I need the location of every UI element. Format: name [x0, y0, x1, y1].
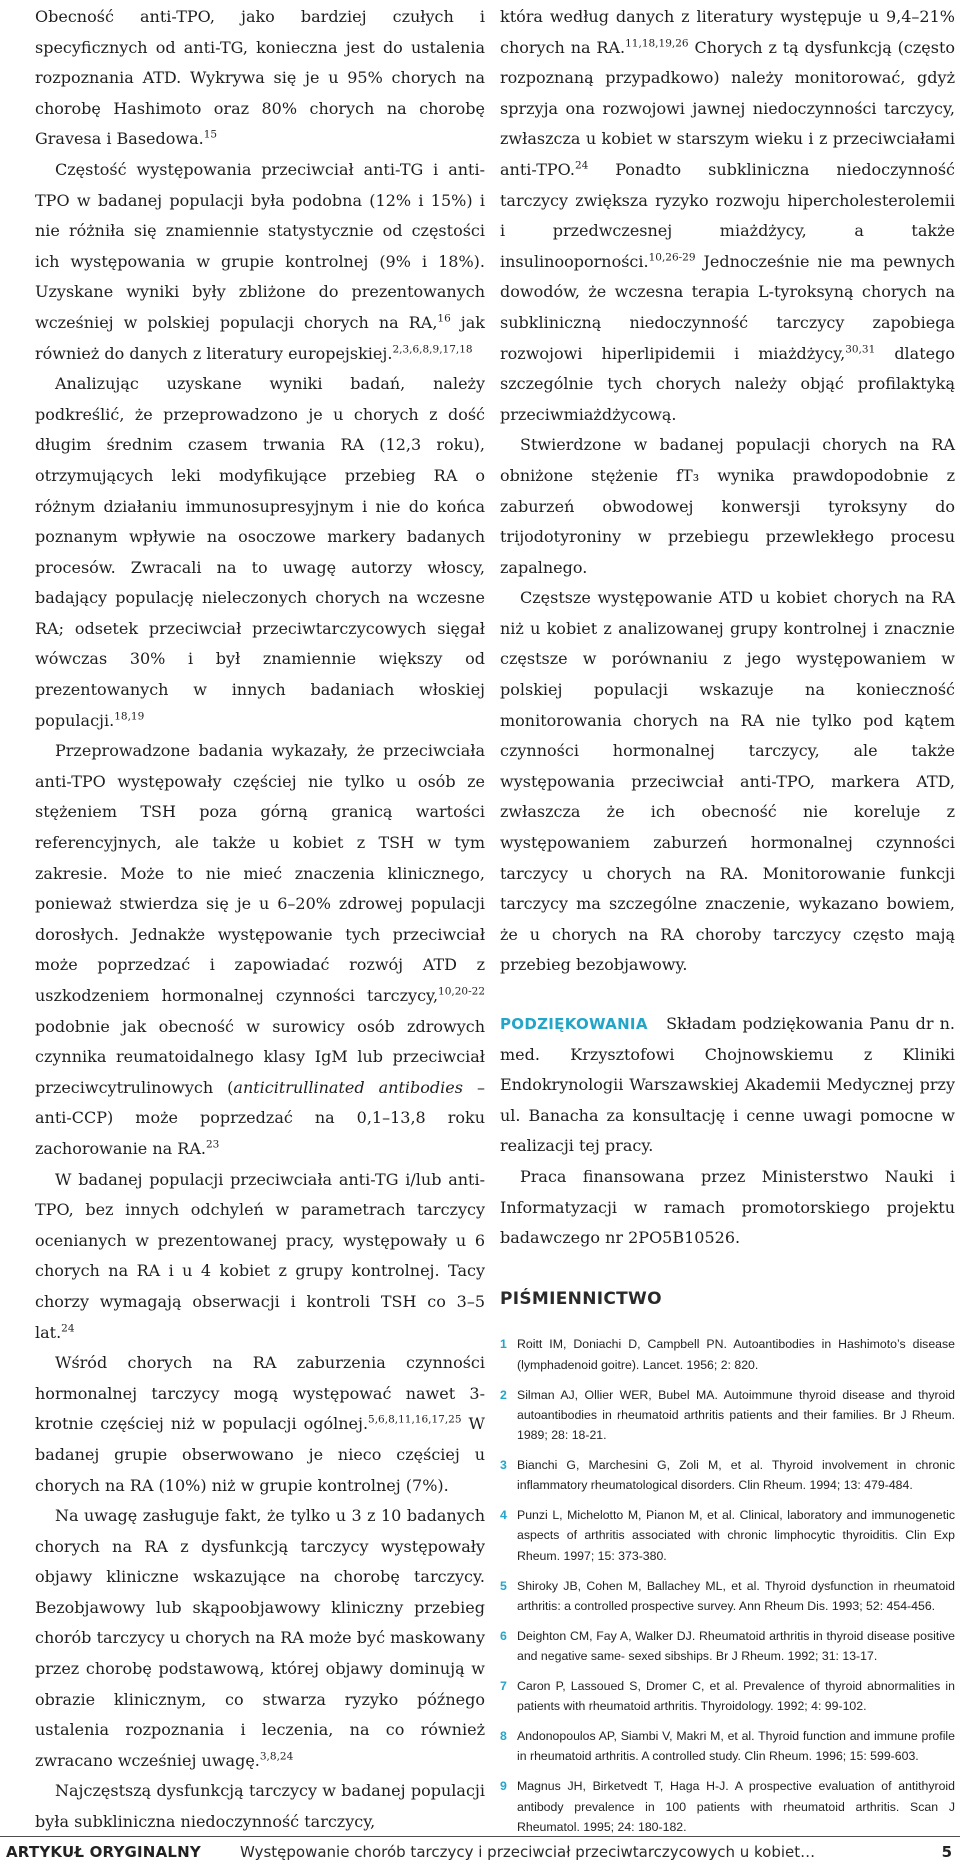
funding-paragraph [500, 1162, 955, 1254]
citation: 23 [205, 1138, 220, 1151]
reference-number: 4 [500, 1508, 507, 1523]
paragraph-text: Przeprowadzone badania wykazały, że przeciwciała anti-TPO występowały częściej nie tylko u osób ze stężeniem TSH poza górną granicą wartości referencyjnych, ale także u kobiet z TSH w tym zakresie. Może to nie mieć znaczenia klinicznego, ponieważ stwierdza się je u 6–20% zdrowej populacji dorosłych. Jednakże występowanie tych przeciwciał może poprzedzać i zapowiadać rozwój ATD z uszkodzeniem hormonalnej czynności tarczycy, [35, 741, 485, 1005]
reference-item [500, 1455, 955, 1495]
paragraph [35, 1165, 485, 1349]
reference-number: 8 [500, 1729, 507, 1744]
paragraph [500, 2, 955, 430]
paragraph-text: Ponadto subkliniczna niedoczynność tarczycy zwiększa ryzyko rozwoju hipercholesterolemii i przedwczesnej miażdżycy, a także insulinooporności. [500, 159, 955, 271]
paragraph [35, 369, 485, 736]
paragraph-text: Na uwagę zasługuje fakt, że tylko u 3 z 10 badanych chorych na RA z dysfunkcją tarczycy występowały objawy kliniczne wskazujące na chorobę tarczycy. Bezobjawowy lub skąpoobjawowy kliniczny przebieg chorób tarczycy u chorych na RA może być maskowany przez chorobę podstawową, której objawy dominują w obrazie klinicznym, co stwarza ryzyko późnego ustalenia rozpoznania i leczenia, na co również zwracano wcześniej uwagę. [35, 1506, 485, 1770]
reference-item [500, 1576, 955, 1616]
article-type-label: ARTYKUŁ ORYGINALNY [6, 1843, 201, 1861]
reference-number: 7 [500, 1678, 507, 1693]
paragraph-text: Chorych z tą dysfunkcją (często rozpoznaną przypadkowo) należy monitorować, gdyż sprzyja ona rozwojowi jawnej niedoczynności tarczycy, zwłaszcza u kobiet w starszym wieku i z przeciwciałami anti-TPO. [500, 37, 956, 179]
paragraph-text: Jednocześnie nie ma pewnych dowodów, że wczesna terapia L-tyroksyną chorych na subkliniczną niedoczynność tarczycy zapobiega rozwojowi hiperlipidemii i miażdżycy, [500, 251, 955, 363]
references-list [500, 1334, 955, 1837]
paragraph-text: – anti-CCP) może poprzedzać na 0,1–13,8 roku zachorowanie na RA. [35, 1077, 485, 1158]
reference-item [500, 1334, 955, 1374]
references-heading: PIŚMIENNICTWO [500, 1288, 662, 1309]
reference-item [500, 1776, 955, 1837]
reference-number: 1 [500, 1337, 507, 1352]
reference-text: Punzi L, Michelotto M, Pianon M, et al. Clinical, laboratory and immunogenetic aspects of arthritis associated with chronic limphocytic thyroiditis. Clin Exp Rheum. 1997; 15: 373-380. [517, 1508, 955, 1563]
paragraph-text: Wśród chorych na RA zaburzenia czynności hormonalnej tarczycy mogą występować nawet 3-krotnie częściej niż w populacji ogólnej. [35, 1353, 485, 1434]
paragraph-text: W badanej populacji przeciwciała anti-TG i/lub anti-TPO, bez innych odchyleń w parametrach tarczycy ocenianych w prezentowanej pracy, występowały u 6 chorych na RA i u 4 kobiet z grupy kontrolnej. Tacy chorzy wymagają obserwacji i kontroli TSH co 3–5 lat. [35, 1169, 485, 1342]
citation: 24 [574, 159, 589, 172]
reference-item [500, 1505, 955, 1566]
reference-text: Andonopoulos AP, Siambi V, Makri M, et al. Thyroid function and immune profile in rheumatoid arthritis. A controlled study. Clin Rheum. 1996; 15: 599-603. [517, 1729, 955, 1764]
reference-text: Magnus JH, Birketvedt T, Haga H-J. A prospective evaluation of antithyroid antibody prevalence in 100 patients with rheumatoid arthritis. Scan J Rheumatol. 1995; 24: 180-182. [517, 1779, 955, 1834]
acknowledgements-paragraph [500, 1009, 955, 1162]
page-number: 5 [941, 1843, 952, 1861]
reference-number: 9 [500, 1779, 507, 1794]
running-title: Występowanie chorób tarczycy i przeciwciał przeciwtarczycowych u kobiet… [240, 1843, 816, 1861]
italic-term: anticitrullinated antibodies [233, 1077, 463, 1097]
reference-number: 5 [500, 1578, 507, 1593]
citation: 2,3,6,8,9,17,18 [392, 343, 473, 356]
reference-text: Shiroky JB, Cohen M, Ballachey ML, et al. Thyroid dysfunction in rheumatoid arthritis: a controlled prospective survey. Ann Rheum Dis. 1993; 52: 454-456. [517, 1578, 955, 1613]
reference-number: 3 [500, 1457, 507, 1472]
right-column [500, 2, 955, 1847]
paragraph [35, 1776, 485, 1837]
paragraph-text: Analizując uzyskane wyniki badań, należy podkreślić, że przeprowadzono je u chorych z dość długim średnim czasem trwania RA (12,3 roku), otrzymujących leki modyfikujące przebieg RA o różnym działaniu immunosupresyjnym i nie do końca poznanym wpływie na osoczowe markery badanych procesów. Zwracali na to uwagę autorzy włoscy, badający populację nieleczonych chorych na wczesne RA; odsetek przeciwciał przeciwtarczycowych sięgał wówczas 30% i był znamiennie większy od prezentowanych w innych badaniach włoskiej populacji. [35, 374, 485, 730]
paragraph-text: dlatego szczególnie tych chorych należy objąć profilaktyką przeciwmiażdżycową. [500, 343, 955, 424]
paragraph-text: Najczęstszą dysfunkcją tarczycy w badanej populacji była subkliniczna niedoczynność tarczycy, [35, 1781, 485, 1832]
reference-text: Bianchi G, Marchesini G, Zoli M, et al. Thyroid involvement in chronic inflammatory rheumatological disorders. Clin Rheum. 1994; 13: 479-484. [517, 1457, 955, 1493]
reference-item [500, 1385, 955, 1446]
reference-item [500, 1726, 955, 1766]
paragraph [35, 736, 485, 1164]
paragraph-text: podobnie jak obecność w surowicy osób zdrowych czynnika reumatoidalnego klasy IgM lub przeciwciał przeciwcytrulinowych ( [35, 1016, 485, 1097]
paragraph-text: która według danych z literatury występuje u 9,4–21% chorych na RA. [500, 7, 955, 57]
citation: 5,6,8,11,16,17,25 [368, 1413, 462, 1426]
citation: 10,20-22 [438, 985, 485, 998]
citation: 18,19 [114, 710, 145, 723]
reference-text: Deighton CM, Fay A, Walker DJ. Rheumatoid arthritis in thyroid disease positive and negative same- sexed sibships. Br J Rheum. 1992; 31: 13-17. [517, 1628, 955, 1663]
paragraph-text: Obecność anti-TPO, jako bardziej czułych i specyficznych od anti-TG, konieczna jest do ustalenia rozpoznania ATD. Wykrywa się je u 95% chorych na chorobę Hashimoto oraz 80% chorych na chorobę Gravesa i Basedowa. [35, 7, 485, 149]
acknowledgements-heading: PODZIĘKOWANIA [500, 1015, 648, 1033]
citation: 3,8,24 [259, 1750, 294, 1763]
reference-text: Roitt IM, Doniachi D, Campbell PN. Autoantibodies in Hashimoto’s disease (lymphadenoid goitre). Lancet. 1956; 2: 820. [517, 1337, 955, 1372]
citation: 30,31 [845, 343, 876, 356]
reference-text: Silman AJ, Ollier WER, Bubel MA. Autoimmune thyroid disease and thyroid autoantibodies in rheumatoid arthritis patients and their families. Br J Rheum. 1989; 28: 18-21. [517, 1387, 955, 1442]
citation: 11,18,19,26 [625, 37, 689, 50]
paragraph-text: Stwierdzone w badanej populacji chorych na RA obniżone stężenie fT₃ wynika prawdopodobnie z zaburzeń obwodowej konwersji tyroksyny do trijodotyroniny w przebiegu przewlekłego procesu zapalnego. [500, 435, 955, 577]
page-footer [0, 1836, 960, 1867]
reference-number: 6 [500, 1628, 507, 1643]
citation: 15 [203, 129, 218, 142]
left-column [35, 2, 485, 1838]
reference-item [500, 1676, 955, 1716]
paragraph-text: jak również do danych z literatury europejskiej. [35, 312, 485, 363]
paragraph [35, 1348, 485, 1501]
paragraph [35, 1501, 485, 1776]
paragraph [500, 583, 955, 981]
citation: 10,26-29 [648, 251, 696, 264]
reference-item [500, 1626, 955, 1666]
paragraph-text: W badanej grupie obserwowano je nieco częściej u chorych na RA (10%) niż w grupie kontrolnej (7%). [35, 1414, 485, 1495]
citation: 24 [61, 1322, 75, 1335]
paragraph [35, 2, 485, 155]
funding-text: Praca finansowana przez Ministerstwo Nauki i Informatyzacji w ramach promotorskiego projektu badawczego nr 2PO5B10526. [500, 1166, 955, 1248]
citation: 16 [437, 312, 451, 325]
reference-text: Caron P, Lassoued S, Dromer C, et al. Prevalence of thyroid abnormalities in patients with rheumatoid arthritis. Thyroidology. 1992; 4: 99-102. [517, 1678, 955, 1714]
paragraph-text: Częstsze występowanie ATD u kobiet chorych na RA niż u kobiet z analizowanej grupy kontrolnej i znacznie częstsze w porównaniu z jego występowaniem w polskiej populacji wskazuje na konieczność monitorowania chorych na RA nie tylko pod kątem czynności hormonalnej tarczycy, ale także występowania przeciwciał anti-TPO, markera ATD, zwłaszcza że ich obecność nie koreluje z występowaniem zaburzeń hormonalnej czynności tarczycy u chorych na RA. Monitorowanie funkcji tarczycy ma szczególne znaczenie, wykazano bowiem, że u chorych na RA choroby tarczycy często mają przebieg bezobjawowy. [500, 588, 955, 975]
reference-number: 2 [500, 1387, 507, 1402]
acknowledgements-text: Składam podziękowania Panu dr n. med. Krzysztofowi Chojnowskiemu z Kliniki Endokrynologii Warszawskiej Akademii Medycznej przy ul. Banacha za konsultację i cenne uwagi pomocne w realizacji tej pracy. [500, 1014, 955, 1156]
acknowledgements [500, 1009, 955, 1254]
paragraph [500, 430, 955, 583]
paragraph-text: Częstość występowania przeciwciał anti-TG i anti-TPO w badanej populacji była podobna (12% i 15%) i nie różniła się znamiennie statystycznie od częstości ich występowania w grupie kontrolnej (9% i 18%). Uzyskane wyniki były zbliżone do prezentowanych wcześniej w polskiej populacji chorych na RA, [35, 159, 485, 332]
paragraph [35, 155, 485, 369]
